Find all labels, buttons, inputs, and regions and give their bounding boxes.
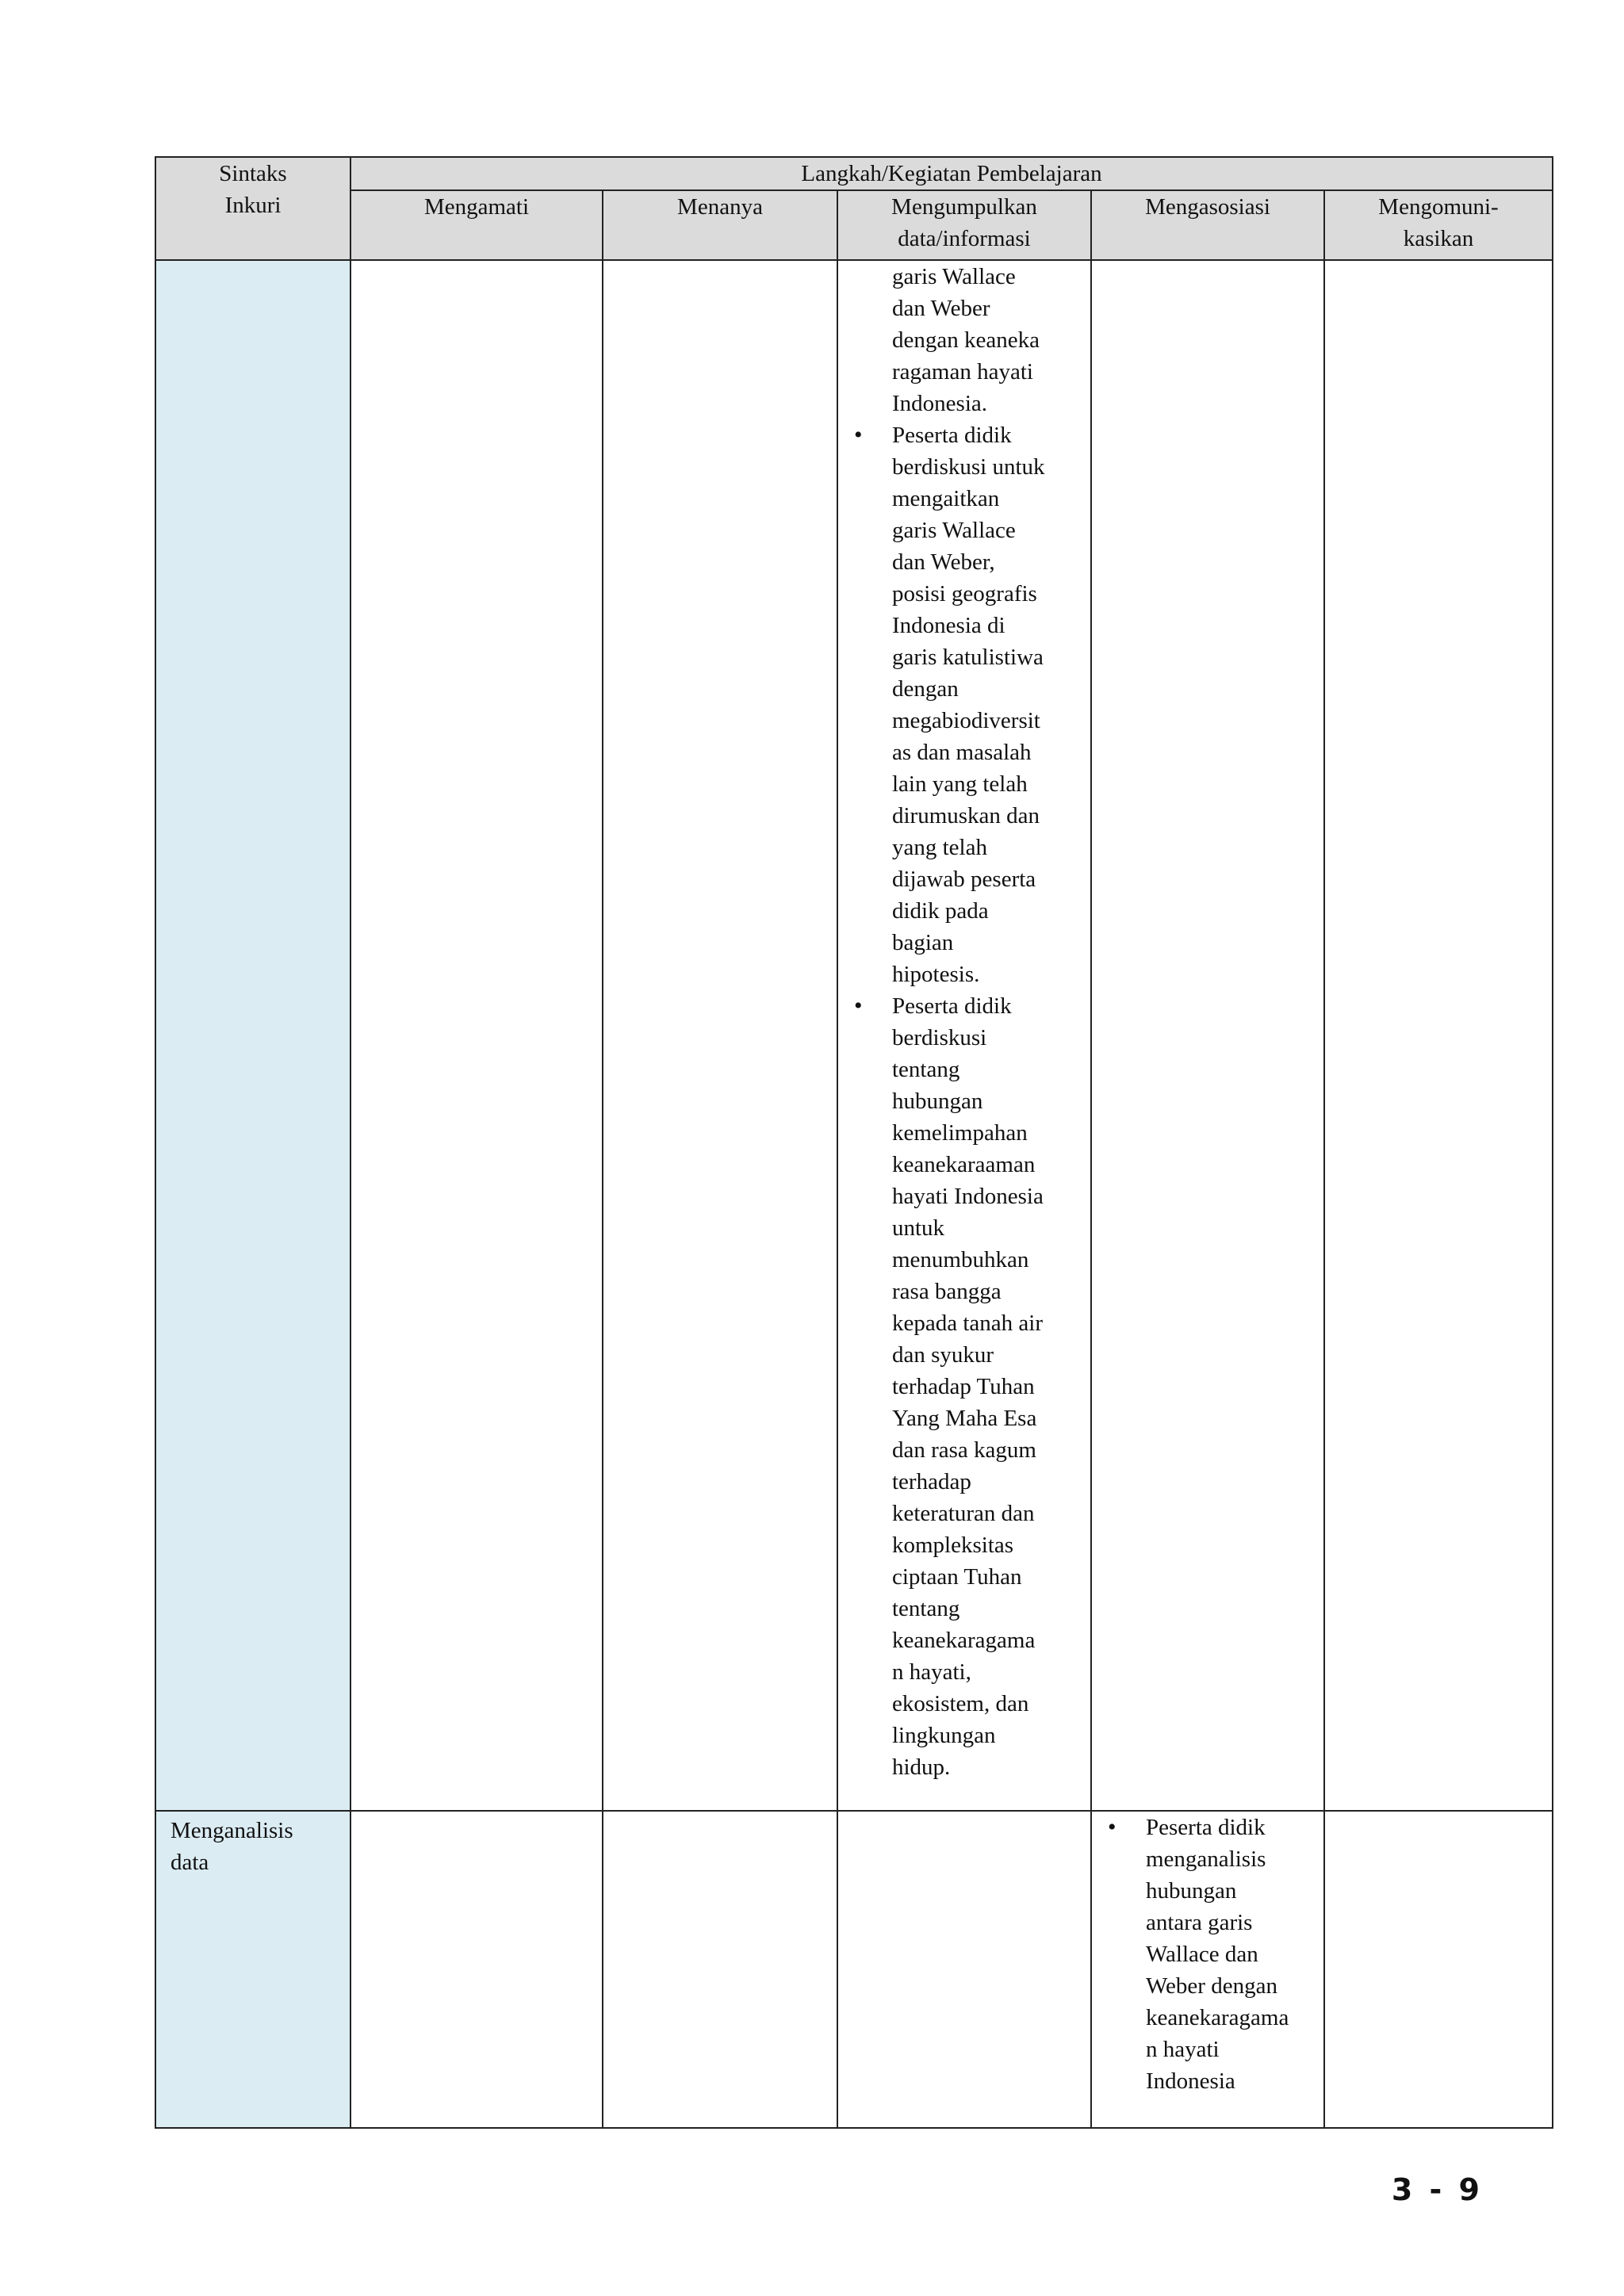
sintaks-cell <box>155 260 350 1811</box>
table-row <box>155 260 1553 1811</box>
menanya-cell <box>603 1811 837 2128</box>
list-item: garis Wallace dan Weber dengan keaneka ragaman hayati Indonesia. <box>892 264 1040 416</box>
learning-steps-table <box>155 156 1553 2129</box>
header-mengomunikasikan: Mengomuni- kasikan <box>1324 190 1553 260</box>
mengumpulkan-cell <box>837 260 1091 1811</box>
list-item: • Peserta didik menganalisis hubungan antara garis Wallace dan Weber dengan keanekaragama n hayati Indonesia <box>1092 1812 1323 2097</box>
mengamati-cell <box>350 260 603 1811</box>
list-item: • Peserta didik berdiskusi tentang hubungan kemelimpahan keanekaraaman hayati Indonesia untuk menumbuhkan rasa bangga kepada tanah air dan syukur terhadap Tuhan Yang Maha Esa dan rasa kagum terhadap keteraturan dan kompleksitas ciptaan Tuhan tentang keanekaragama n hayati, ekosistem, dan lingkungan hidup. <box>838 990 1090 1783</box>
mengamati-cell <box>350 1811 603 2128</box>
header-langkah-kegiatan: Langkah/Kegiatan Pembelajaran <box>350 157 1553 190</box>
mengasosiasi-list <box>1092 1812 1323 2097</box>
page-number: 3 - 9 <box>1391 2172 1483 2207</box>
list-item: • Peserta didik berdiskusi untuk mengaitkan garis Wallace dan Weber, posisi geografis Indonesia di garis katulistiwa dengan megabiodiversit as dan masalah lain yang telah dirumuskan dan yang telah dijawab peserta didik pada bagian hipotesis. <box>838 419 1090 990</box>
mengomunikasikan-cell <box>1324 1811 1553 2128</box>
header-sintaks-inkuri: Sintaks Inkuri <box>155 157 350 260</box>
header-mengasosiasi: Mengasosiasi <box>1091 190 1324 260</box>
header-menanya: Menanya <box>603 190 837 260</box>
mengasosiasi-cell <box>1091 260 1324 1811</box>
table-row <box>155 1811 1553 2128</box>
header-mengamati: Mengamati <box>350 190 603 260</box>
header-mengumpulkan: Mengumpulkan data/informasi <box>837 190 1091 260</box>
mengomunikasikan-cell <box>1324 260 1553 1811</box>
mengumpulkan-list <box>838 261 1090 1783</box>
mengumpulkan-cell <box>837 1811 1091 2128</box>
sintaks-cell-menganalisis: Menganalisis data <box>155 1811 350 2128</box>
header-row-top <box>155 157 1553 190</box>
mengasosiasi-cell <box>1091 1811 1324 2128</box>
header-row-columns <box>155 190 1553 260</box>
menanya-cell <box>603 260 837 1811</box>
